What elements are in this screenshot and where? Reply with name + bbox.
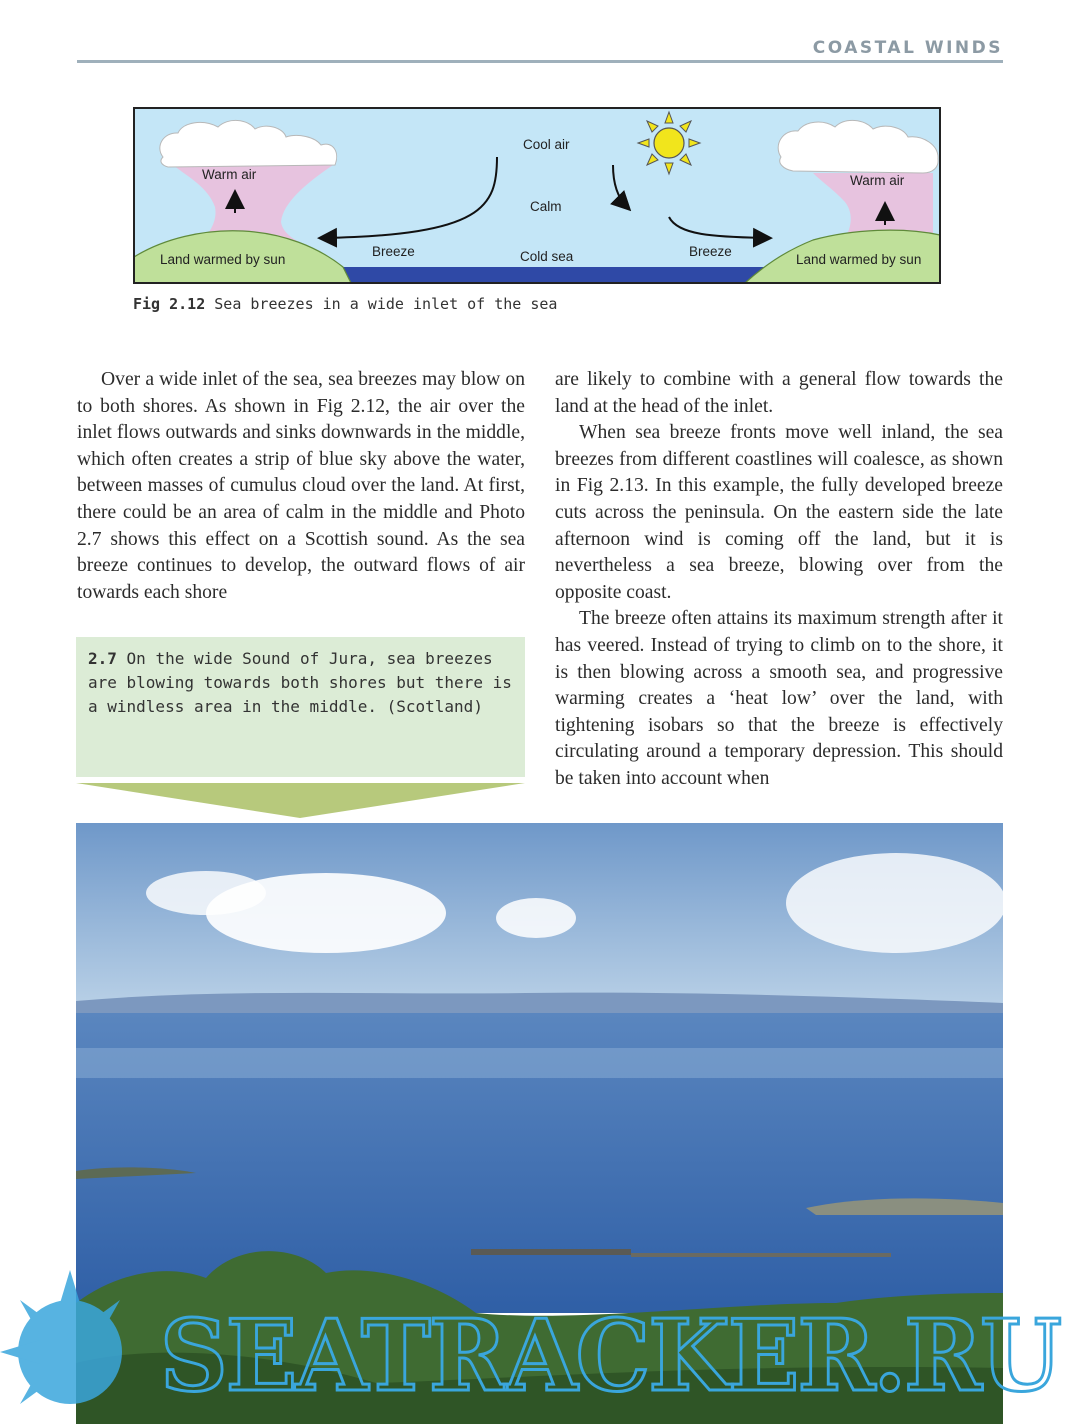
photo-cloud [786,853,1003,953]
sun-icon [638,112,700,174]
photo-cloud [496,898,576,938]
label-breeze-left: Breeze [372,244,415,259]
label-cold-sea: Cold sea [520,249,574,264]
watermark-text: SEATRACKER.RU [160,1299,1061,1414]
body-column-right [555,367,1003,793]
label-land-right: Land warmed by sun [796,252,922,267]
photo-caption-box [76,637,525,777]
body-column-left [77,367,525,606]
cold-sea-area [303,267,773,283]
photo-number: 2.7 [88,649,117,668]
running-title: COASTAL WINDS [812,38,1003,58]
label-calm: Calm [530,199,562,214]
watermark [0,1270,1080,1424]
body-paragraph: Over a wide inlet of the sea, sea breezes may blow on to both shores. As shown in Fig 2.12, the air over the inlet flows outwards and sinks downwards in the middle, which often creates a strip of blue sky above the water, between masses of cumulus cloud over the land. At first, there could be an area of calm in the middle and Photo 2.7 shows this effect on a Scottish sound. As the sea breeze continues to develop, the outward flows of air towards each shore [77,369,525,603]
photo-pier [471,1249,631,1255]
label-warm-air-right: Warm air [850,173,905,188]
photo-caption-text: On the wide Sound of Jura, sea breezes are blowing towards both shores but there is a windless area in the middle. (Scotland) [88,649,512,716]
label-cool-air: Cool air [523,137,570,152]
figure-caption [133,295,557,313]
label-warm-air-left: Warm air [202,167,257,182]
figure-caption-text: Sea breezes in a wide inlet of the sea [214,295,558,313]
watermark-sunburst-icon [0,1270,122,1404]
header-rule [77,60,1003,63]
photo-pier-causeway [631,1253,891,1257]
photo-calm-strip [76,1048,1003,1078]
label-land-left: Land warmed by sun [160,252,286,267]
photo-cloud [146,871,266,915]
caption-pointer-arrow [76,783,525,818]
label-breeze-right: Breeze [689,244,732,259]
figure-number: Fig 2.12 [133,295,206,313]
body-paragraph: The breeze often attains its maximum strength after it has veered. Instead of trying to climb on to the shore, it is then blowing across a smooth sea, and progressive warming creates a ‘heat low’ over the land, with tightening isobars so that the breeze is effectively circulating around a temporary depression. This should be taken into account when [555,608,1003,789]
sea-breeze-diagram [133,107,941,284]
body-paragraph: are likely to combine with a general flow towards the land at the head of the inlet. [555,369,1003,417]
body-paragraph: When sea breeze fronts move well inland, the sea breezes from different coastlines will coalesce, as shown in Fig 2.13. In this example, the fully developed breeze cuts across the peninsula. On the eastern side the late afternoon wind is coming off the land, but it is nevertheless a sea breeze, blowing over from the opposite coast. [555,422,1003,603]
